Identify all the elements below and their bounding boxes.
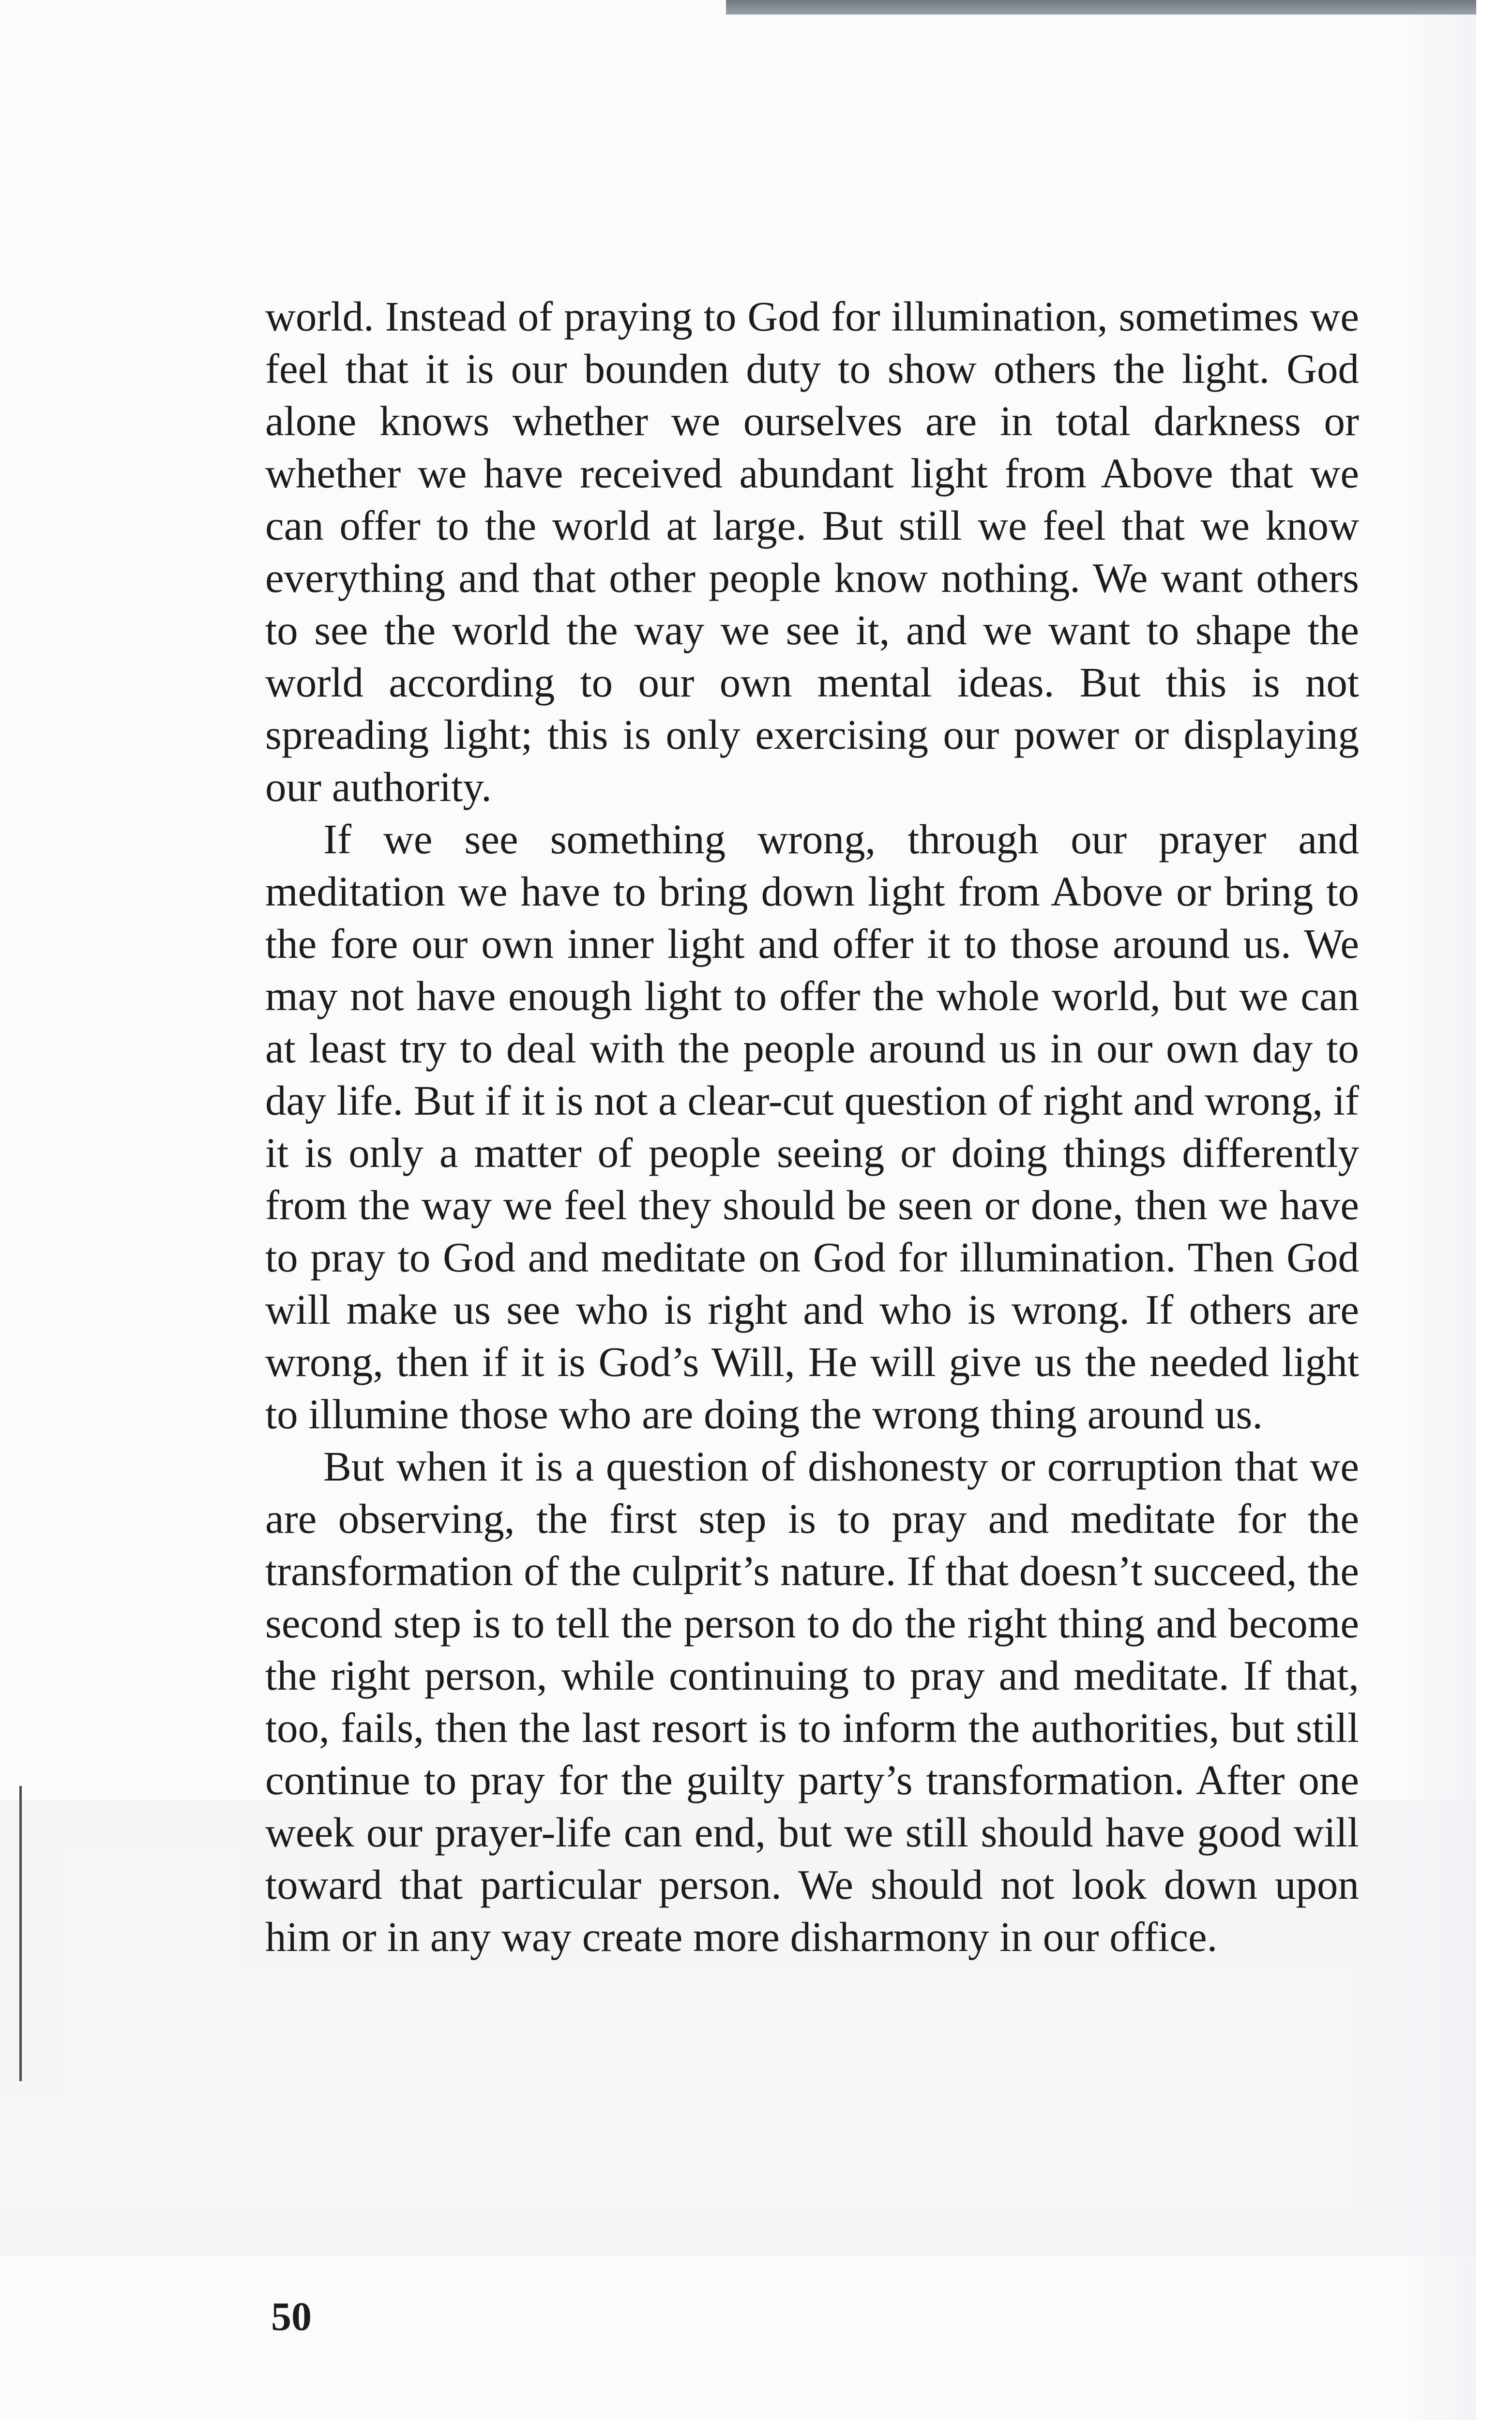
- scan-right-margin: [1476, 0, 1512, 2420]
- paragraph-1: world. Instead of praying to God for illumination, sometimes we feel that it is our bounden duty to show others the light. God alone knows whether we ourselves are in total darkness or whether we have received abundant light from Above that we can offer to the world at large. But still we feel that we know everything and that other people know nothing. We want others to see the world the way we see it, and we want to shape the world according to our own mental ideas. But this is not spreading light; this is only exercising our power or displaying our authority.: [265, 293, 1359, 810]
- page-number: 50: [271, 2294, 312, 2339]
- body-text: [265, 290, 1359, 1963]
- paragraph-3: But when it is a question of dishonesty or corruption that we are observing, the first step is to pray and meditate for the transformation of the culprit’s nature. If that doesn’t succeed, the second step is to tell the person to do the right thing and become the right person, while continuing to pray and meditate. If that, too, fails, then the last resort is to inform the authorities, but still continue to pray for the guilty party’s transformation. After one week our prayer-life can end, but we still should have good will toward that particular person. We should not look down upon him or in any way create more disharmony in our office.: [265, 1443, 1359, 1960]
- paragraph-2: If we see something wrong, through our prayer and meditation we have to bring down light from Above or bring to the fore our own inner light and offer it to those around us. We may not have enough light to offer the whole world, but we can at least try to deal with the people around us in our own day to day life. But if it is not a clear-cut question of right and wrong, if it is only a matter of people seeing or doing things differently from the way we feel they should be seen or done, then we have to pray to God and meditate on God for illumination. Then God will make us see who is right and who is wrong. If others are wrong, then if it is God’s Will, He will give us the needed light to illumine those who are doing the wrong thing around us.: [265, 816, 1359, 1437]
- scan-left-edge-line: [19, 1786, 22, 2081]
- scan-top-edge: [726, 0, 1486, 15]
